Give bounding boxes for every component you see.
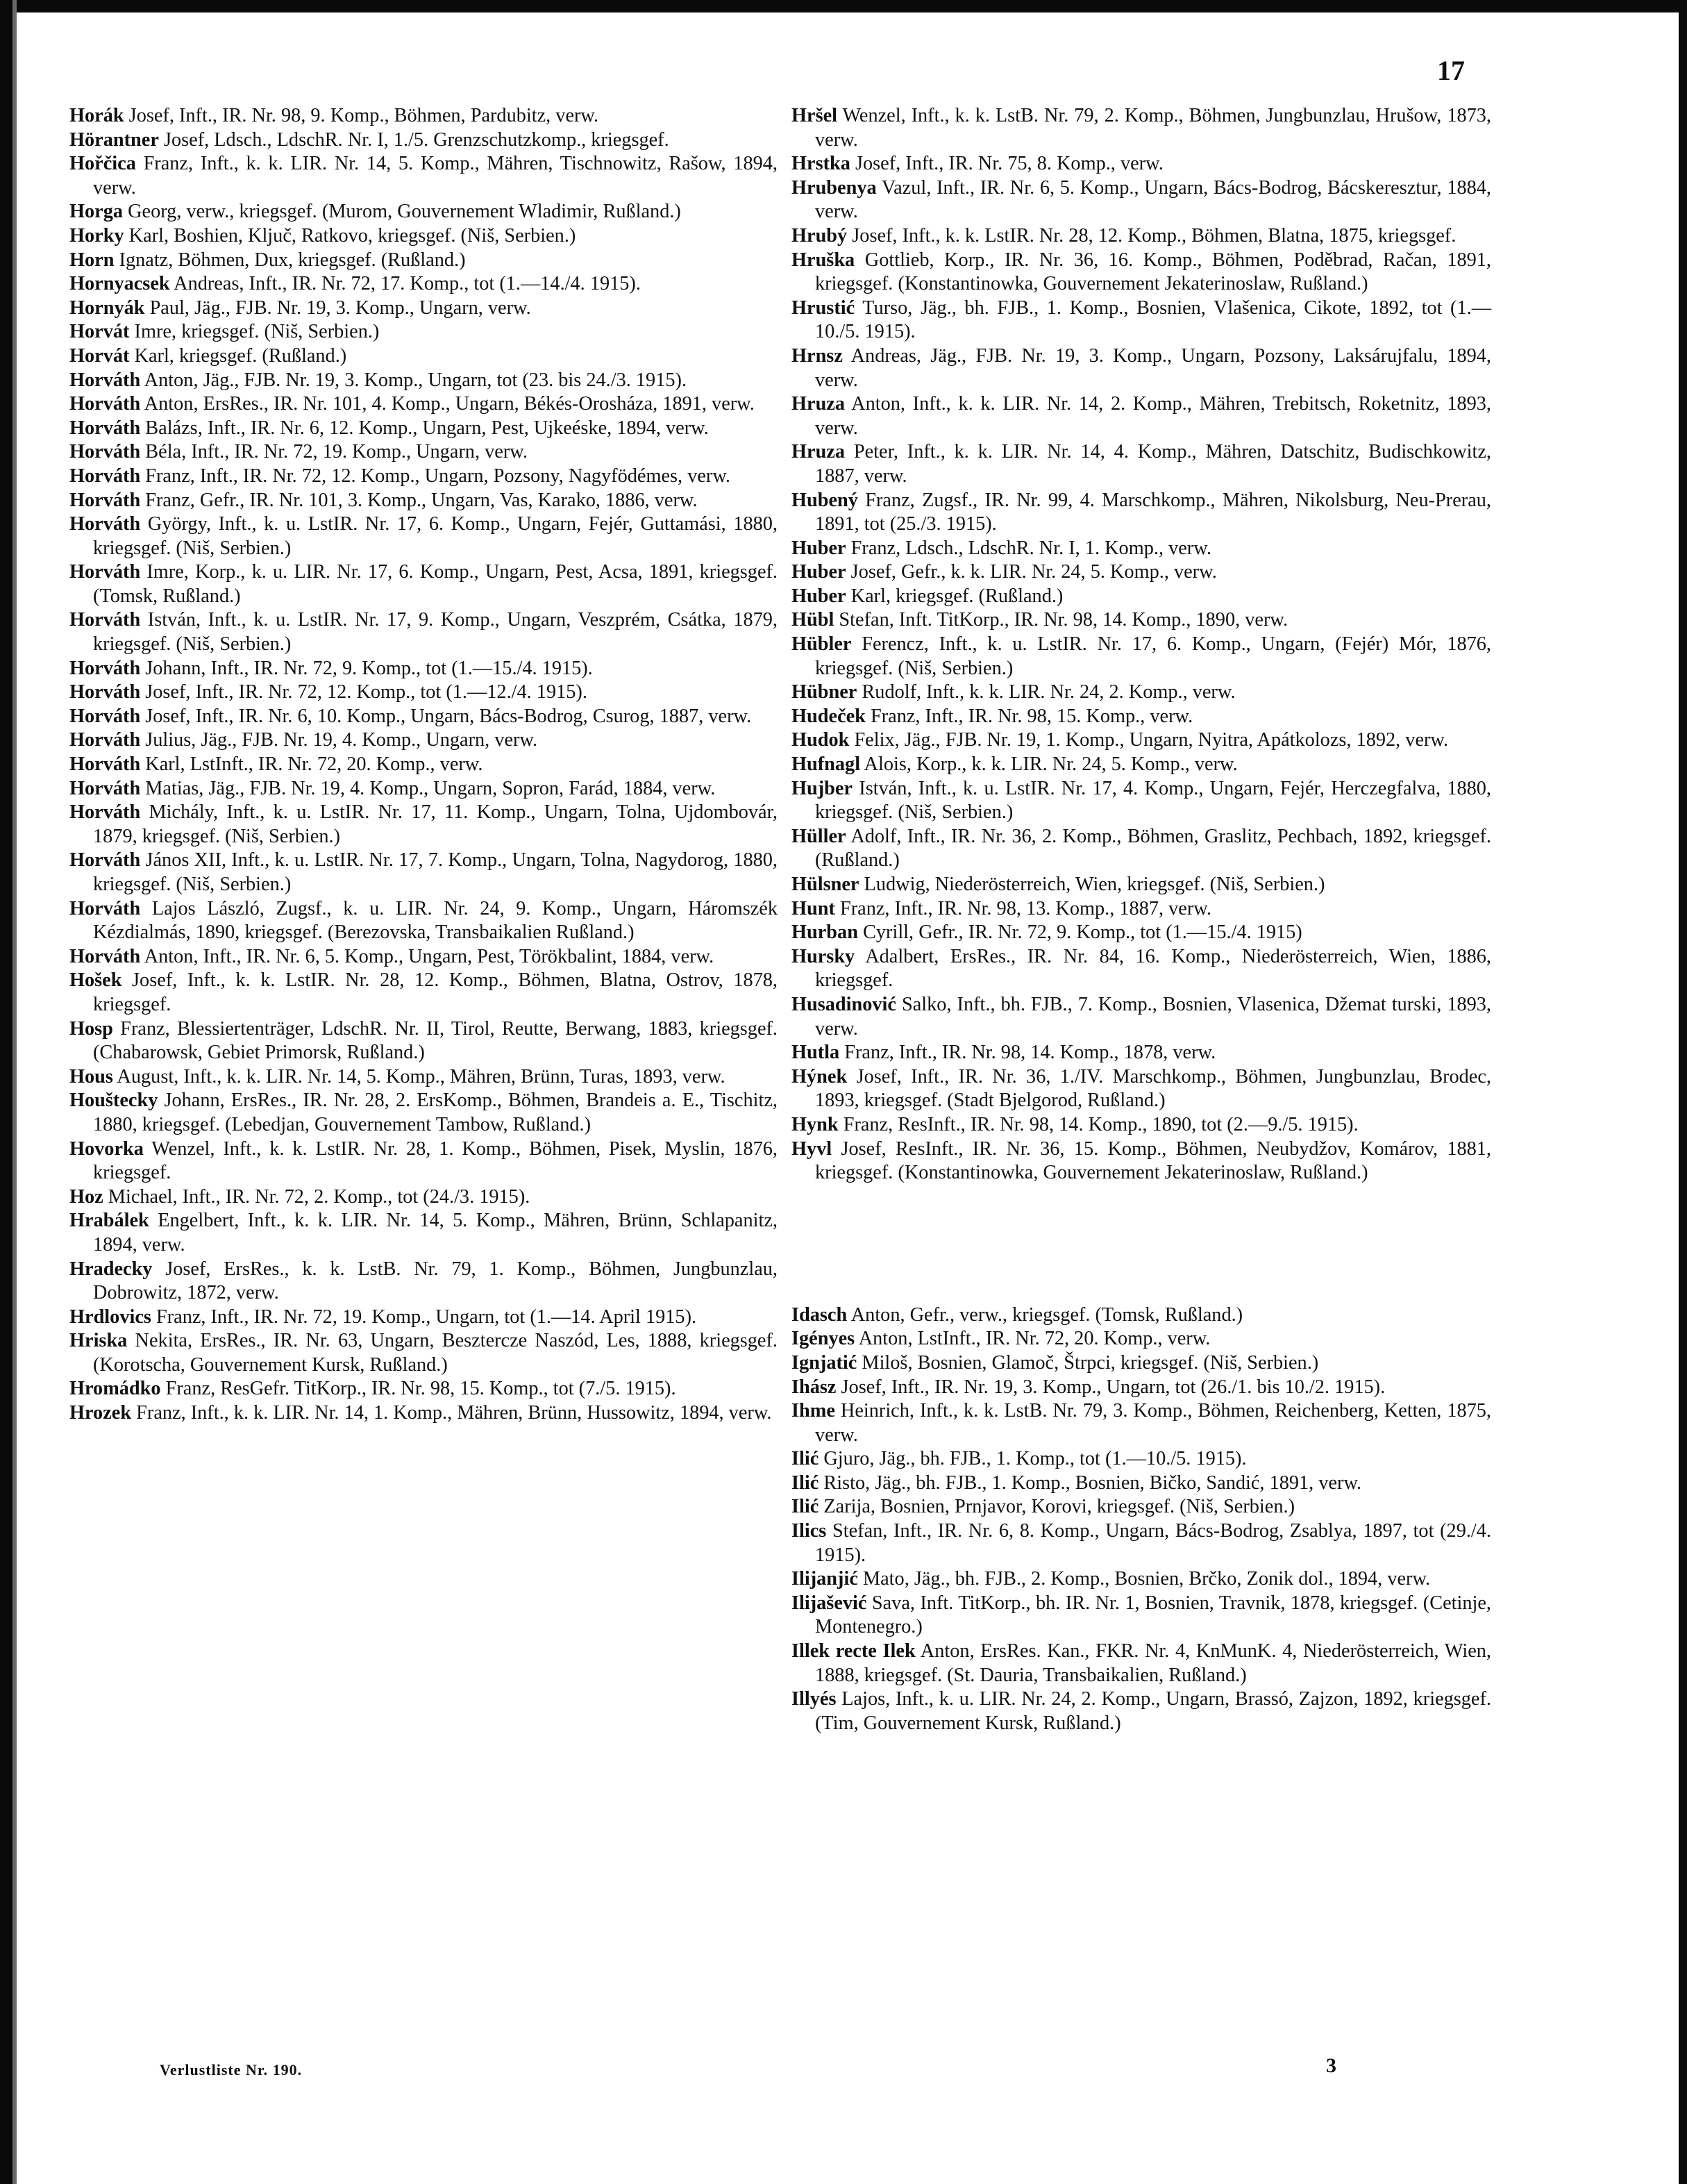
list-entry xyxy=(69,1017,778,1065)
list-entry xyxy=(69,512,778,560)
entry-surname: Ihme xyxy=(791,1400,835,1422)
list-entry xyxy=(791,1303,1491,1328)
entry-details: Franz, Inft., IR. Nr. 98, 15. Komp., verw. xyxy=(865,705,1193,727)
list-entry xyxy=(791,633,1491,681)
entry-details: Franz, Inft., IR. Nr. 72, 19. Komp., Ungarn, tot (1.—14. April 1915). xyxy=(151,1306,697,1328)
entry-details: Alois, Korp., k. k. LIR. Nr. 24, 5. Komp., verw. xyxy=(860,753,1238,776)
list-entry xyxy=(69,705,778,729)
list-entry xyxy=(69,945,778,969)
entry-details: Josef, Inft., IR. Nr. 72, 12. Komp., tot (1.—12./4. 1915). xyxy=(140,681,587,703)
entry-surname: Horváth xyxy=(69,681,141,703)
right-column-i-entries xyxy=(791,1303,1491,1736)
entry-surname: Hruza xyxy=(791,393,846,415)
entry-details: Franz, Inft., IR. Nr. 98, 14. Komp., 1878, verw. xyxy=(839,1042,1216,1064)
entry-details: Anton, ErsRes. Kan., FKR. Nr. 4, KnMunK. 4, Niederösterreich, Wien, 1888, kriegsgef. (St. Dauria, Transbaikalien, Rußland.) xyxy=(815,1640,1491,1686)
list-entry xyxy=(791,224,1491,249)
entry-details: Sava, Inft. TitKorp., bh. IR. Nr. 1, Bosnien, Travnik, 1878, kriegsgef. (Cetinje, Montenegro.) xyxy=(815,1592,1491,1638)
list-entry xyxy=(69,1065,778,1090)
entry-details: Wenzel, Inft., k. k. LstIR. Nr. 28, 1. Komp., Böhmen, Pisek, Myslin, 1876, kriegsgef. xyxy=(93,1137,778,1184)
entry-details: Franz, Inft., k. k. LIR. Nr. 14, 1. Komp., Mähren, Brünn, Hussowitz, 1894, verw. xyxy=(131,1402,772,1424)
entry-surname: Horváth xyxy=(69,849,141,872)
list-entry xyxy=(69,1137,778,1185)
entry-surname: Hübl xyxy=(791,609,834,631)
list-entry xyxy=(791,1399,1491,1447)
entry-surname: Hošek xyxy=(69,969,122,992)
entry-surname: Hrstka xyxy=(791,153,850,175)
entry-details: Josef, Inft., k. k. LstIR. Nr. 28, 12. Komp., Böhmen, Blatna, 1875, kriegsgef. xyxy=(847,224,1457,247)
entry-surname: Hudeček xyxy=(791,705,866,727)
entry-surname: Ilić xyxy=(791,1496,819,1518)
entry-surname: Hoz xyxy=(69,1185,103,1208)
entry-details: Johann, ErsRes., IR. Nr. 28, 2. ErsKomp., Böhmen, Brandeis a. E., Tischitz, 1880, kriegsgef. (Lebedjan, Gouvernement Tambow, Rußland.) xyxy=(93,1090,778,1135)
list-entry xyxy=(791,1327,1491,1351)
entry-surname: Horváth xyxy=(69,729,141,751)
entry-details: István, Inft., k. u. LstIR. Nr. 17, 9. Komp., Ungarn, Veszprém, Csátka, 1879, kriegsgef. (Niš, Serbien.) xyxy=(93,609,778,656)
entry-details: Franz, Inft., k. k. LIR. Nr. 14, 5. Komp., Mähren, Tischnowitz, Rašow, 1894, verw. xyxy=(93,153,778,199)
list-entry xyxy=(69,1209,778,1257)
entry-details: Franz, Inft., IR. Nr. 98, 13. Komp., 1887, verw. xyxy=(834,897,1211,919)
entry-details: Nekita, ErsRes., IR. Nr. 63, Ungarn, Beszterczе Naszód, Les, 1888, kriegsgef. (Korotscha, Gouvernement Kursk, Rußland.) xyxy=(93,1330,778,1376)
list-entry xyxy=(69,1377,778,1401)
entry-surname: Hrozek xyxy=(69,1402,132,1424)
list-entry xyxy=(791,1592,1491,1640)
entry-surname: Horák xyxy=(69,105,124,126)
list-entry xyxy=(791,560,1491,585)
list-entry xyxy=(791,608,1491,633)
list-entry xyxy=(69,728,778,753)
list-entry xyxy=(69,560,778,608)
entry-surname: Ignjatić xyxy=(791,1351,857,1374)
entry-surname: Hous xyxy=(69,1065,113,1087)
entry-details: Georg, verw., kriegsgef. (Murom, Gouvernement Wladimir, Rußland.) xyxy=(123,201,681,223)
entry-surname: Ilijanjić xyxy=(791,1568,858,1590)
scan-edge-right xyxy=(1679,0,1687,2184)
entry-details: Lajos László, Zugsf., k. u. LIR. Nr. 24, 9. Komp., Ungarn, Háromszék Kézdialmás, 1890, kriegsgef. (Berezovska, Transbaikalien Rußland.) xyxy=(93,897,778,944)
entry-surname: Ihász xyxy=(791,1376,837,1398)
list-entry xyxy=(791,728,1491,753)
entry-surname: Horváth xyxy=(69,465,141,487)
entry-details: Ignatz, Böhmen, Dux, kriegsgef. (Rußland.) xyxy=(114,249,466,271)
signature-mark: 3 xyxy=(1326,2054,1336,2077)
entry-surname: Horváth xyxy=(69,369,141,391)
list-entry xyxy=(791,1041,1491,1065)
list-entry xyxy=(791,1519,1491,1567)
list-entry xyxy=(791,825,1491,873)
list-entry xyxy=(69,465,778,489)
entry-surname: Hübler xyxy=(791,633,852,656)
entry-surname: Huber xyxy=(791,561,846,583)
scan-edge-top xyxy=(0,0,1687,12)
entry-details: Cyrill, Gefr., IR. Nr. 72, 9. Komp., tot (1.—15./4. 1915) xyxy=(857,922,1302,944)
list-entry xyxy=(69,1258,778,1306)
entry-surname: Horváth xyxy=(69,513,141,535)
list-entry xyxy=(69,297,778,321)
entry-surname: Houštecky xyxy=(69,1090,158,1112)
entry-surname: Hülsner xyxy=(791,874,859,895)
entry-surname: Hrubý xyxy=(791,224,848,247)
page-number: 17 xyxy=(1437,55,1465,86)
list-entry xyxy=(791,921,1491,945)
list-entry xyxy=(69,417,778,441)
entry-details: István, Inft., k. u. LstIR. Nr. 17, 4. Komp., Ungarn, Fejér, Herczegfalva, 1880, kriegsgef. (Niš, Serbien.) xyxy=(815,777,1491,824)
entry-details: Turso, Jäg., bh. FJB., 1. Komp., Bosnien, Vlašenica, Cikote, 1892, tot (1.—10./5. 1915). xyxy=(815,297,1491,343)
list-entry xyxy=(69,969,778,1017)
entry-details: Franz, Gefr., IR. Nr. 101, 3. Komp., Ungarn, Vas, Karako, 1886, verw. xyxy=(140,489,698,511)
entry-surname: Hrabálek xyxy=(69,1210,149,1232)
list-entry xyxy=(791,537,1491,561)
entry-surname: Hüller xyxy=(791,825,846,847)
entry-details: Lajos, Inft., k. u. LIR. Nr. 24, 2. Komp., Ungarn, Brassó, Zajzon, 1892, kriegsgef. (Tim, Gouvernement Kursk, Rußland.) xyxy=(815,1688,1491,1734)
entry-surname: Horvát xyxy=(69,321,130,343)
list-entry xyxy=(69,224,778,249)
entry-details: Heinrich, Inft., k. k. LstB. Nr. 79, 3. Komp., Böhmen, Reichenberg, Ketten, 1875, verw. xyxy=(815,1400,1491,1446)
entry-details: Josef, Inft., IR. Nr. 6, 10. Komp., Ungarn, Bács-Bodrog, Csurog, 1887, verw. xyxy=(140,705,752,727)
entry-details: Ferencz, Inft., k. u. LstIR. Nr. 17, 6. Komp., Ungarn, (Fejér) Mór, 1876, kriegsgef. (Niš, Serbien.) xyxy=(815,633,1491,679)
entry-surname: Hruška xyxy=(791,249,855,271)
list-entry xyxy=(791,152,1491,176)
list-entry xyxy=(69,897,778,945)
entry-surname: Hörantner xyxy=(69,128,159,151)
list-entry xyxy=(791,440,1491,488)
entry-details: Risto, Jäg., bh. FJB., 1. Komp., Bosnien, Bičko, Sandić, 1891, verw. xyxy=(819,1472,1362,1494)
entry-surname: Hufnagl xyxy=(791,753,861,776)
entry-details: György, Inft., k. u. LstIR. Nr. 17, 6. Komp., Ungarn, Fejér, Guttamási, 1880, kriegsgef. (Niš, Serbien.) xyxy=(93,513,778,559)
entry-details: Stefan, Inft. TitKorp., IR. Nr. 98, 14. Komp., 1890, verw. xyxy=(834,609,1289,631)
list-entry xyxy=(69,249,778,273)
entry-details: Stefan, Inft., IR. Nr. 6, 8. Komp., Ungarn, Bács-Bodrog, Zsablya, 1897, tot (29./4. 1915). xyxy=(815,1520,1491,1566)
list-entry xyxy=(791,1137,1491,1185)
entry-surname: Horga xyxy=(69,201,124,223)
right-column-h-entries xyxy=(791,104,1491,1185)
entry-details: Anton, ErsRes., IR. Nr. 101, 4. Komp., Ungarn, Békés-Orosháza, 1891, verw. xyxy=(140,393,755,415)
list-entry xyxy=(69,320,778,344)
list-entry xyxy=(791,681,1491,705)
list-entry xyxy=(791,897,1491,922)
entry-details: Gottlieb, Korp., IR. Nr. 36, 16. Komp., Böhmen, Poděbrad, Račan, 1891, kriegsgef. (Konstantinowka, Gouvernement Jekaterinoslaw, Rußland.) xyxy=(815,249,1491,295)
entry-details: Karl, LstInft., IR. Nr. 72, 20. Komp., verw. xyxy=(140,753,483,776)
list-entry xyxy=(791,1640,1491,1687)
entry-surname: Hunt xyxy=(791,897,835,919)
entry-details: Johann, Inft., IR. Nr. 72, 9. Komp., tot (1.—15./4. 1915). xyxy=(140,657,593,679)
list-entry xyxy=(69,1306,778,1330)
entry-details: Paul, Jäg., FJB. Nr. 19, 3. Komp., Ungarn, verw. xyxy=(144,297,531,319)
entry-details: Franz, Ldsch., LdschR. Nr. I, 1. Komp., verw. xyxy=(846,537,1211,559)
entry-surname: Horváth xyxy=(69,393,141,415)
entry-details: Josef, Inft., k. k. LstIR. Nr. 28, 12. Komp., Böhmen, Blatna, Ostrov, 1878, kriegsgef. xyxy=(93,969,778,1015)
list-entry xyxy=(791,249,1491,297)
entry-details: Anton, LstInft., IR. Nr. 72, 20. Komp., verw. xyxy=(855,1328,1211,1350)
entry-surname: Horváth xyxy=(69,441,141,463)
list-entry xyxy=(69,392,778,417)
list-entry xyxy=(791,104,1491,152)
list-number-footer: Verlustliste Nr. 190. xyxy=(160,2061,303,2078)
list-entry xyxy=(791,705,1491,729)
entry-details: Josef, Inft., IR. Nr. 19, 3. Komp., Ungarn, tot (26./1. bis 10./2. 1915). xyxy=(836,1376,1386,1398)
entry-surname: Hutla xyxy=(791,1042,840,1064)
list-entry xyxy=(69,657,778,681)
entry-details: Karl, Boshien, Ključ, Ratkovo, kriegsgef. (Niš, Serbien.) xyxy=(124,224,576,247)
entry-surname: Hrubenya xyxy=(791,176,877,199)
entry-details: Balázs, Inft., IR. Nr. 6, 12. Komp., Ungarn, Pest, Ujkeéske, 1894, verw. xyxy=(140,417,709,439)
entry-details: János XII, Inft., k. u. LstIR. Nr. 17, 7. Komp., Ungarn, Tolna, Nagydorog, 1880, kriegsgef. (Niš, Serbien.) xyxy=(93,849,778,895)
entry-details: Franz, Zugsf., IR. Nr. 99, 4. Marschkomp., Mähren, Nikolsburg, Neu-Prerau, 1891, tot (25./3. 1915). xyxy=(815,489,1491,535)
entry-surname: Hubený xyxy=(791,489,858,511)
list-entry xyxy=(69,152,778,200)
list-entry xyxy=(69,200,778,224)
list-entry xyxy=(791,297,1491,344)
entry-surname: Horváth xyxy=(69,897,141,919)
entry-details: Franz, ResInft., IR. Nr. 98, 14. Komp., 1890, tot (2.—9./5. 1915). xyxy=(838,1113,1359,1135)
list-entry xyxy=(791,777,1491,825)
left-column xyxy=(69,104,778,1426)
entry-surname: Hujber xyxy=(791,777,853,799)
entry-surname: Horvát xyxy=(69,344,130,367)
entry-surname: Ilić xyxy=(791,1472,819,1494)
entry-details: Josef, Gefr., k. k. LIR. Nr. 24, 5. Komp., verw. xyxy=(846,561,1217,583)
right-column xyxy=(791,104,1491,1735)
entry-surname: Hrdlovics xyxy=(69,1306,151,1328)
entry-surname: Hořčica xyxy=(69,153,136,175)
entry-surname: Hyvl xyxy=(791,1137,832,1160)
list-entry xyxy=(791,344,1491,392)
entry-details: Andreas, Jäg., FJB. Nr. 19, 3. Komp., Ungarn, Pozsony, Laksárujfalu, 1894, verw. xyxy=(815,344,1491,391)
scan-edge-left xyxy=(0,0,12,2184)
entry-details: Josef, Inft., IR. Nr. 36, 1./IV. Marschkomp., Böhmen, Jungbunzlau, Brodec, 1893, kriegsgef. (Stadt Bjelgorod, Rußland.) xyxy=(815,1065,1491,1112)
list-entry xyxy=(69,608,778,656)
list-entry xyxy=(69,1185,778,1210)
entry-surname: Idasch xyxy=(791,1303,848,1326)
list-entry xyxy=(791,176,1491,224)
entry-details: Miloš, Bosnien, Glamoč, Štrpci, kriegsgef. (Niš, Serbien.) xyxy=(857,1351,1319,1374)
entry-details: Franz, ResGefr. TitKorp., IR. Nr. 98, 15. Komp., tot (7./5. 1915). xyxy=(160,1378,676,1400)
entry-details: Anton, Inft., IR. Nr. 6, 5. Komp., Ungarn, Pest, Törökbalint, 1884, verw. xyxy=(140,945,714,967)
entry-details: Franz, Blessiertenträger, LdschR. Nr. II, Tirol, Reutte, Berwang, 1883, kriegsgef. (Chabarowsk, Gebiet Primorsk, Rußland.) xyxy=(93,1017,778,1064)
list-entry xyxy=(69,801,778,849)
entry-details: Andreas, Inft., IR. Nr. 72, 17. Komp., tot (1.—14./4. 1915). xyxy=(169,273,641,295)
entry-details: Josef, Ldsch., LdschR. Nr. I, 1./5. Grenzschutzkomp., kriegsgef. xyxy=(158,128,669,151)
entry-details: Wenzel, Inft., k. k. LstB. Nr. 79, 2. Komp., Böhmen, Jungbunzlau, Hrušow, 1873, verw. xyxy=(815,105,1491,151)
list-entry xyxy=(791,1351,1491,1376)
entry-surname: Hurban xyxy=(791,922,858,944)
list-entry xyxy=(791,1687,1491,1735)
entry-surname: Hosp xyxy=(69,1017,113,1040)
list-entry xyxy=(69,344,778,369)
entry-details: Karl, kriegsgef. (Rußland.) xyxy=(129,344,347,367)
entry-surname: Hrnsz xyxy=(791,344,843,367)
list-entry xyxy=(791,1447,1491,1472)
entry-surname: Horváth xyxy=(69,417,141,439)
entry-surname: Hradecky xyxy=(69,1258,153,1280)
entry-surname: Husadinović xyxy=(791,993,896,1015)
entry-surname: Huber xyxy=(791,585,846,607)
list-entry xyxy=(69,489,778,513)
entry-details: Michael, Inft., IR. Nr. 72, 2. Komp., tot (24./3. 1915). xyxy=(103,1185,530,1208)
entry-surname: Ilijašević xyxy=(791,1592,867,1614)
entry-surname: Ilics xyxy=(791,1520,827,1542)
entry-details: Ludwig, Niederösterreich, Wien, kriegsgef. (Niš, Serbien.) xyxy=(859,874,1325,895)
entry-details: Imre, kriegsgef. (Niš, Serbien.) xyxy=(129,321,380,343)
entry-surname: Horváth xyxy=(69,561,141,583)
entry-surname: Hrustić xyxy=(791,297,855,319)
list-entry xyxy=(791,753,1491,777)
list-entry xyxy=(69,1329,778,1377)
entry-surname: Hovorka xyxy=(69,1137,144,1160)
entry-details: Adalbert, ErsRes., IR. Nr. 84, 16. Komp., Niederösterreich, Wien, 1886, kriegsgef. xyxy=(815,945,1491,992)
entry-details: Zarija, Bosnien, Prnjavor, Korovi, kriegsgef. (Niš, Serbien.) xyxy=(819,1496,1295,1518)
entry-surname: Hriska xyxy=(69,1330,128,1352)
entry-surname: Horváth xyxy=(69,609,141,631)
list-entry xyxy=(791,1567,1491,1592)
list-entry xyxy=(791,489,1491,537)
list-entry xyxy=(791,1495,1491,1519)
list-entry xyxy=(69,369,778,393)
entry-surname: Horn xyxy=(69,249,115,271)
entry-details: Rudolf, Inft., k. k. LIR. Nr. 24, 2. Komp., verw. xyxy=(857,681,1236,703)
list-entry xyxy=(69,753,778,777)
entry-details: Josef, Inft., IR. Nr. 98, 9. Komp., Böhmen, Pardubitz, verw. xyxy=(124,105,599,126)
entry-details: Josef, ErsRes., k. k. LstB. Nr. 79, 1. Komp., Böhmen, Jungbunzlau, Dobrowitz, 1872, verw. xyxy=(93,1258,778,1304)
entry-surname: Hornyák xyxy=(69,297,145,319)
list-entry xyxy=(791,1472,1491,1496)
entry-surname: Horváth xyxy=(69,705,141,727)
entry-details: Josef, ResInft., IR. Nr. 36, 15. Komp., Böhmen, Neubydžov, Komárov, 1881, kriegsgef. (Konstantinowka, Gouvernement Jekaterinoslaw, Rußland.) xyxy=(815,1137,1491,1184)
entry-details: Anton, Gefr., verw., kriegsgef. (Tomsk, Rußland.) xyxy=(847,1303,1243,1326)
entry-surname: Hruza xyxy=(791,441,846,463)
entry-surname: Hornyacsek xyxy=(69,273,170,295)
entry-details: Peter, Inft., k. k. LIR. Nr. 14, 4. Komp., Mähren, Datschitz, Budischkowitz, 1887, verw. xyxy=(815,441,1491,487)
entry-surname: Horváth xyxy=(69,489,141,511)
list-entry xyxy=(791,1376,1491,1400)
entry-surname: Horváth xyxy=(69,657,141,679)
entry-surname: Hynk xyxy=(791,1113,839,1135)
list-entry xyxy=(791,1113,1491,1137)
entry-details: Josef, Inft., IR. Nr. 75, 8. Komp., verw. xyxy=(850,153,1164,175)
entry-details: Engelbert, Inft., k. k. LIR. Nr. 14, 5. Komp., Mähren, Brünn, Schlapanitz, 1894, verw. xyxy=(93,1210,778,1256)
entry-surname: Horváth xyxy=(69,801,141,824)
entry-details: Imre, Korp., k. u. LIR. Nr. 17, 6. Komp., Ungarn, Pest, Acsa, 1891, kriegsgef. (Tomsk, Rußland.) xyxy=(93,561,778,607)
list-entry xyxy=(791,1065,1491,1113)
entry-details: August, Inft., k. k. LIR. Nr. 14, 5. Komp., Mähren, Brünn, Turas, 1893, verw. xyxy=(112,1065,725,1087)
list-entry xyxy=(791,392,1491,440)
entry-details: Anton, Jäg., FJB. Nr. 19, 3. Komp., Ungarn, tot (23. bis 24./3. 1915). xyxy=(140,369,687,391)
scan-edge-left-shadow xyxy=(12,0,17,2184)
list-entry xyxy=(69,1401,778,1426)
entry-surname: Hýnek xyxy=(791,1065,848,1087)
list-entry xyxy=(69,128,778,153)
list-entry xyxy=(791,993,1491,1041)
entry-details: Gjuro, Jäg., bh. FJB., 1. Komp., tot (1.—10./5. 1915). xyxy=(819,1448,1247,1470)
entry-details: Matias, Jäg., FJB. Nr. 19, 4. Komp., Ungarn, Sopron, Farád, 1884, verw. xyxy=(140,777,716,799)
entry-surname: Hromádko xyxy=(69,1378,161,1400)
entry-details: Béla, Inft., IR. Nr. 72, 19. Komp., Ungarn, verw. xyxy=(140,441,528,463)
entry-details: Karl, kriegsgef. (Rußland.) xyxy=(846,585,1064,607)
list-entry xyxy=(69,681,778,705)
entry-surname: Hršel xyxy=(791,105,838,126)
entry-details: Vazul, Inft., IR. Nr. 6, 5. Komp., Ungarn, Bács-Bodrog, Bácskeresztur, 1884, verw. xyxy=(815,176,1491,223)
entry-surname: Horváth xyxy=(69,945,141,967)
entry-details: Julius, Jäg., FJB. Nr. 19, 4. Komp., Ungarn, verw. xyxy=(140,729,538,751)
entry-surname: Ilić xyxy=(791,1448,819,1470)
entry-surname: Hübner xyxy=(791,681,857,703)
list-entry xyxy=(791,585,1491,609)
list-entry xyxy=(69,849,778,897)
entry-surname: Horváth xyxy=(69,753,141,776)
section-gap xyxy=(791,1185,1491,1303)
list-entry xyxy=(69,777,778,801)
entry-surname: Horváth xyxy=(69,777,141,799)
list-entry xyxy=(791,873,1491,897)
entry-details: Anton, Inft., k. k. LIR. Nr. 14, 2. Komp., Mähren, Trebitsch, Roketnitz, 1893, verw. xyxy=(815,393,1491,439)
entry-surname: Huber xyxy=(791,537,846,559)
list-entry xyxy=(69,272,778,297)
entry-surname: Horky xyxy=(69,224,124,247)
list-entry xyxy=(69,1089,778,1137)
list-entry xyxy=(69,440,778,465)
entry-surname: Igényes xyxy=(791,1328,855,1350)
entry-details: Michály, Inft., k. u. LstIR. Nr. 17, 11. Komp., Ungarn, Tolna, Ujdombovár, 1879, kriegsgef. (Niš, Serbien.) xyxy=(93,801,778,847)
entry-details: Adolf, Inft., IR. Nr. 36, 2. Komp., Böhmen, Graslitz, Pechbach, 1892, kriegsgef. (Rußland.) xyxy=(815,825,1491,872)
list-entry xyxy=(791,945,1491,993)
list-entry xyxy=(69,104,778,128)
entry-surname: Illyés xyxy=(791,1688,837,1710)
entry-surname: Hudok xyxy=(791,729,850,751)
entry-surname: Hursky xyxy=(791,945,855,967)
entry-details: Mato, Jäg., bh. FJB., 2. Komp., Bosnien, Brčko, Zonik dol., 1894, verw. xyxy=(857,1568,1431,1590)
entry-surname: Illek recte Ilek xyxy=(791,1640,916,1662)
entry-details: Franz, Inft., IR. Nr. 72, 12. Komp., Ungarn, Pozsony, Nagyfödémes, verw. xyxy=(140,465,730,487)
entry-details: Salko, Inft., bh. FJB., 7. Komp., Bosnien, Vlasenica, Džemat turski, 1893, verw. xyxy=(815,993,1491,1040)
entry-details: Felix, Jäg., FJB. Nr. 19, 1. Komp., Ungarn, Nyitra, Apátkolozs, 1892, verw. xyxy=(849,729,1449,751)
